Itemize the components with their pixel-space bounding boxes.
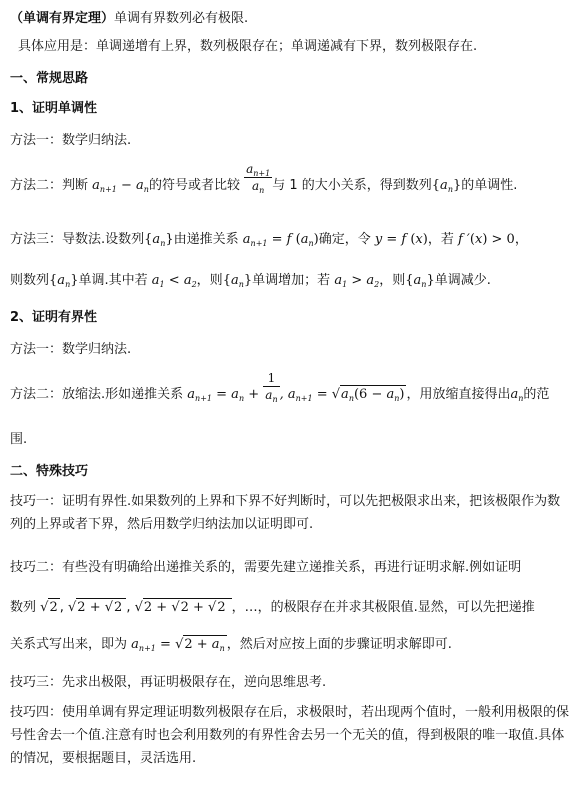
formula-sequence: $\{a_n\}$ xyxy=(49,273,79,289)
sub2-method2-suffix: 的范 xyxy=(523,387,550,402)
trick4: 技巧四：使用单调有界定理证明数列极限存在后，求极限时，若出现两个值时，一般利用极限的保号性舍去一个值.注意有时也会利用数列的有界性舍去另一个无关的值，得到极限的唯一取值.具体的情况，要根据题目，灵活选用. xyxy=(10,705,570,766)
trick2-line3 xyxy=(10,637,572,653)
method2-mid2: 与 1 的大小关系，得到数列 xyxy=(272,178,432,193)
sub1-method3-line2 xyxy=(10,273,572,289)
formula-sequence: $\{a_n\}$ xyxy=(144,232,174,248)
section2-title: 二、特殊技巧 xyxy=(10,464,89,479)
theorem-text: 单调有界数列必有极限. xyxy=(114,11,249,26)
trick2-line1: 技巧二：有些没有明确给出递推关系的，需要先建立递推关系，再进行证明求解.例如证明 xyxy=(10,560,522,575)
trick2-line3-prefix: 关系式写出来，即为 xyxy=(10,637,128,652)
method3-mid2: 确定，令 xyxy=(318,232,371,247)
application-line: 具体应用是：单调递增有上界，数列极限存在；单调递减有下界，数列极限存在. xyxy=(18,39,478,54)
method2-prefix: 方法二：判断 xyxy=(10,178,89,193)
method3-line2-mid: 单调.其中若 xyxy=(78,273,148,288)
method3-line2-mid4: ，则 xyxy=(379,273,406,288)
formula-sqrt-recurrence-radical: $√2 + a_n$ xyxy=(175,637,225,653)
trick2-line3-suffix: ，然后对应按上面的步骤证明求解即可. xyxy=(226,637,452,652)
formula-recurrence-2: $√a_n(6 - a_n)$ xyxy=(331,387,405,403)
formula-a1-gt-a2: $a_1 > a_2$ xyxy=(334,273,380,289)
formula-sqrt-recurrence: $a_{n+1}$ = xyxy=(131,637,171,653)
method3-mid3: ，若 xyxy=(427,232,454,247)
formula-a1-lt-a2: $a_1 < a_2$ xyxy=(151,273,197,289)
formula-sqrt2-nested: √2 + √2 xyxy=(68,600,126,616)
sub1-method1: 方法一：数学归纳法. xyxy=(10,133,132,148)
formula-function: y = f (x) xyxy=(374,232,428,247)
trick2-line2-suffix: ，…，的极限存在并求其极限值.显然，可以先把递推 xyxy=(231,600,535,615)
sub1-method2 xyxy=(10,162,572,195)
method3-line2-mid3: 单调增加；若 xyxy=(252,273,331,288)
theorem-line xyxy=(10,11,572,27)
section1-title: 一、常规思路 xyxy=(10,71,89,86)
theorem-title: （单调有界定理） xyxy=(10,11,115,26)
sub1-method3-line1: 方法三：导数法.设数列$\{a_n\}$由递推关系 $a_{n+1} = f$ $(a_n)$确定，令 y = f (x)，若 f ′(x) > 0， xyxy=(10,232,528,248)
sub2-method2-mid: ，用放缩直接得出 xyxy=(406,387,511,402)
formula-sequence: $\{a_n\}$ xyxy=(222,273,253,289)
formula-sequence: $\{a_n\}$ xyxy=(431,178,462,194)
method3-line2-prefix: 则数列 xyxy=(10,273,50,288)
trick1: 技巧一：证明有界性.如果数列的上界和下界不好判断时，可以先把极限求出来，把该极限作为数列的上界或者下界，然后用数学归纳法加以证明即可. xyxy=(10,494,561,532)
trick3: 技巧三：先求出极限，再证明极限存在，逆向思维思考. xyxy=(10,675,327,690)
sub2-method2-line2: 围. xyxy=(10,432,28,447)
formula-derivative: f ′(x) > 0 xyxy=(457,232,515,247)
trick2-line2: 数列 √2 , √2 + √2 , √2 + √2 + √2 ，…，的极限存在并求其极限值.显然，可以先把递推 xyxy=(10,600,535,615)
sub2-method2: 方法二：放缩法.形如递推关系 $a_{n+1} = a_n$ + $\frac{1}{a_n}$ , $a_{n+1} = √a_n(6 - a_n)$ ，用放缩直接得出$a_n$的范 xyxy=(10,371,550,404)
formula-an: $a_n$ xyxy=(510,387,524,403)
formula-sqrt2-nested2: √2 + √2 + √2 xyxy=(135,600,232,616)
formula-recurrence-1: $a_{n+1} = a_n$ + xyxy=(187,387,260,403)
formula-sqrt2: √2 xyxy=(40,600,58,615)
method3-mid: 由递推关系 xyxy=(173,232,239,247)
formula-recurrence: $a_{n+1} = f$ $(a_n)$ xyxy=(242,232,319,248)
sub2-method1: 方法一：数学归纳法. xyxy=(10,342,132,357)
method3-line2-mid2: ，则 xyxy=(196,273,223,288)
method2-suffix: 的单调性. xyxy=(461,178,518,193)
sub2-title: 2、证明有界性 xyxy=(10,310,98,325)
sub2-method2-prefix: 方法二：放缩法.形如递推关系 xyxy=(10,387,184,402)
formula-reciprocal: $\frac{1}{a_n}$ xyxy=(265,371,278,404)
formula-sequence: $\{a_n\}$ xyxy=(405,273,435,289)
formula-difference: $a_{n+1} - a_n$ xyxy=(92,178,149,194)
sub1-title: 1、证明单调性 xyxy=(10,101,98,116)
trick2-line2-prefix: 数列 xyxy=(10,600,37,615)
method3-prefix: 方法三：导数法.设数列 xyxy=(10,232,145,247)
method2-mid: 的符号或者比较 xyxy=(148,178,240,193)
method3-line2-suffix: 单调减少. xyxy=(434,273,491,288)
formula-ratio: $\frac{a_{n+1}}{a_n}$ xyxy=(246,162,271,195)
